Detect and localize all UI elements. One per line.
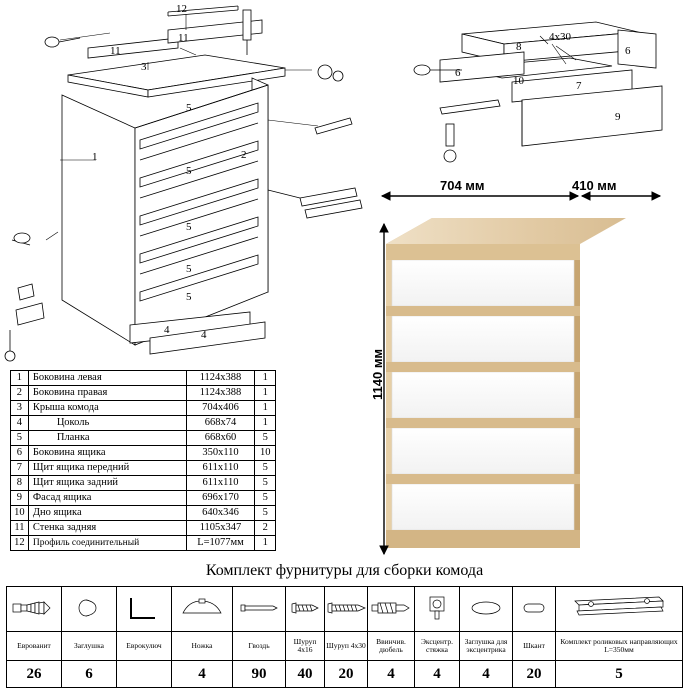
kit-icons-row [7,587,683,632]
height-dimension-label: 1140 мм [370,348,385,400]
part-qty: 10 [255,446,276,461]
part-name: Боковина правая [28,386,186,401]
table-row [11,416,276,431]
table-row [11,401,276,416]
callout-3: 3 [141,61,147,73]
part-name: Планка [28,431,186,446]
kit-count: 4 [415,661,460,688]
kit-count: 4 [172,661,233,688]
kit-label: Еврокулюч [117,632,172,661]
part-dim: 704х406 [186,401,255,416]
part-qty: 1 [255,371,276,386]
screw-4x16-icon [286,587,325,632]
drawer-callout-7: 7 [576,80,582,92]
screw-4x30-icon [325,587,368,632]
part-name: Дно ящика [28,506,186,521]
table-row [11,521,276,536]
part-name: Профиль соединительный [28,536,186,551]
parts-table [10,370,276,551]
kit-count: 5 [556,661,683,688]
callout-2: 2 [241,149,247,161]
kit-counts-row [7,661,683,688]
kit-label: Ножка [172,632,233,661]
part-qty: 1 [255,416,276,431]
part-name: Стенка задняя [28,521,186,536]
kit-count: 90 [233,661,286,688]
part-qty: 5 [255,491,276,506]
callout-12: 12 [176,3,187,15]
kit-label: Заглушка [62,632,117,661]
table-row [11,491,276,506]
kit-count: 40 [286,661,325,688]
kit-count: 6 [62,661,117,688]
table-row [11,506,276,521]
kit-label: Ввинчив. дюбель [368,632,415,661]
kit-label: Заглушка для эксцентрика [460,632,513,661]
part-no: 2 [11,386,29,401]
part-no: 1 [11,371,29,386]
euro-screw-icon [7,587,62,632]
slide-rails-icon [556,587,683,632]
hex-key-icon [117,587,172,632]
callout-5-a: 5 [186,102,192,114]
cabinet-exploded-diagram [0,0,370,365]
part-dim: L=1077мм [186,536,255,551]
table-row [11,461,276,476]
part-dim: 611х110 [186,476,255,491]
part-qty: 1 [255,386,276,401]
callout-4-a: 4 [164,324,170,336]
part-name: Цоколь [28,416,186,431]
drawer-callout-9: 9 [615,111,621,123]
kit-count: 4 [460,661,513,688]
part-no: 6 [11,446,29,461]
hardware-kit-table [6,586,683,688]
kit-label: Комплект роликовых направляющих L=350мм [556,632,683,661]
screw-in-dowel-icon [368,587,415,632]
kit-label: Гвоздь [233,632,286,661]
table-row [11,371,276,386]
part-dim: 611х110 [186,461,255,476]
width-dimension-label: 704 мм [440,178,485,193]
part-dim: 1124х388 [186,386,255,401]
kit-count: 20 [513,661,556,688]
part-dim: 640х346 [186,506,255,521]
kit-label: Шкант [513,632,556,661]
part-dim: 1124х388 [186,371,255,386]
part-name: Крыша комода [28,401,186,416]
part-qty: 5 [255,461,276,476]
callout-4-b: 4 [201,329,207,341]
kit-label: Эксцентр. стяжка [415,632,460,661]
callout-1: 1 [92,151,98,163]
drawer-callout-8: 8 [516,41,522,53]
cap-icon [62,587,117,632]
part-no: 4 [11,416,29,431]
part-qty: 1 [255,536,276,551]
kit-names-row [7,632,683,661]
drawer-exploded-diagram [400,0,689,180]
part-dim: 350х110 [186,446,255,461]
drawer-callout-6-right: 6 [625,45,631,57]
kit-count [117,661,172,688]
drawer-callout-6-left: 6 [455,67,461,79]
part-qty: 5 [255,431,276,446]
callout-11-left: 11 [110,45,121,57]
dimension-arrows [370,170,680,560]
dowel-icon [513,587,556,632]
part-name: Щит ящика задний [28,476,186,491]
part-no: 9 [11,491,29,506]
part-dim: 1105х347 [186,521,255,536]
cam-lock-icon [415,587,460,632]
kit-label: Еврованит [7,632,62,661]
kit-label: Шуруп 4х16 [286,632,325,661]
callout-5-b: 5 [186,165,192,177]
drawer-callout-4x30: 4х30 [549,31,571,43]
part-name: Боковина левая [28,371,186,386]
table-row [11,476,276,491]
callout-11-right: 11 [178,32,189,44]
nail-icon [233,587,286,632]
part-no: 5 [11,431,29,446]
part-qty: 1 [255,401,276,416]
part-dim: 668х60 [186,431,255,446]
part-qty: 5 [255,476,276,491]
foot-icon [172,587,233,632]
part-no: 7 [11,461,29,476]
part-name: Боковина ящика [28,446,186,461]
callout-5-d: 5 [186,263,192,275]
part-qty: 5 [255,506,276,521]
part-no: 12 [11,536,29,551]
kit-count: 20 [325,661,368,688]
depth-dimension-label: 410 мм [572,178,617,193]
kit-count: 4 [368,661,415,688]
hardware-kit-title: Комплект фурнитуры для сборки комода [205,562,484,579]
drawer-callout-10: 10 [513,75,524,87]
part-qty: 2 [255,521,276,536]
table-row [11,446,276,461]
kit-count: 26 [7,661,62,688]
part-no: 11 [11,521,29,536]
part-no: 10 [11,506,29,521]
part-no: 8 [11,476,29,491]
table-row [11,431,276,446]
callout-5-e: 5 [186,291,192,303]
part-name: Фасад ящика [28,491,186,506]
cam-cap-icon [460,587,513,632]
part-dim: 668х74 [186,416,255,431]
callout-5-c: 5 [186,221,192,233]
table-row [11,536,276,551]
part-dim: 696х170 [186,491,255,506]
kit-label: Шуруп 4х30 [325,632,368,661]
table-row [11,386,276,401]
part-no: 3 [11,401,29,416]
part-name: Щит ящика передний [28,461,186,476]
